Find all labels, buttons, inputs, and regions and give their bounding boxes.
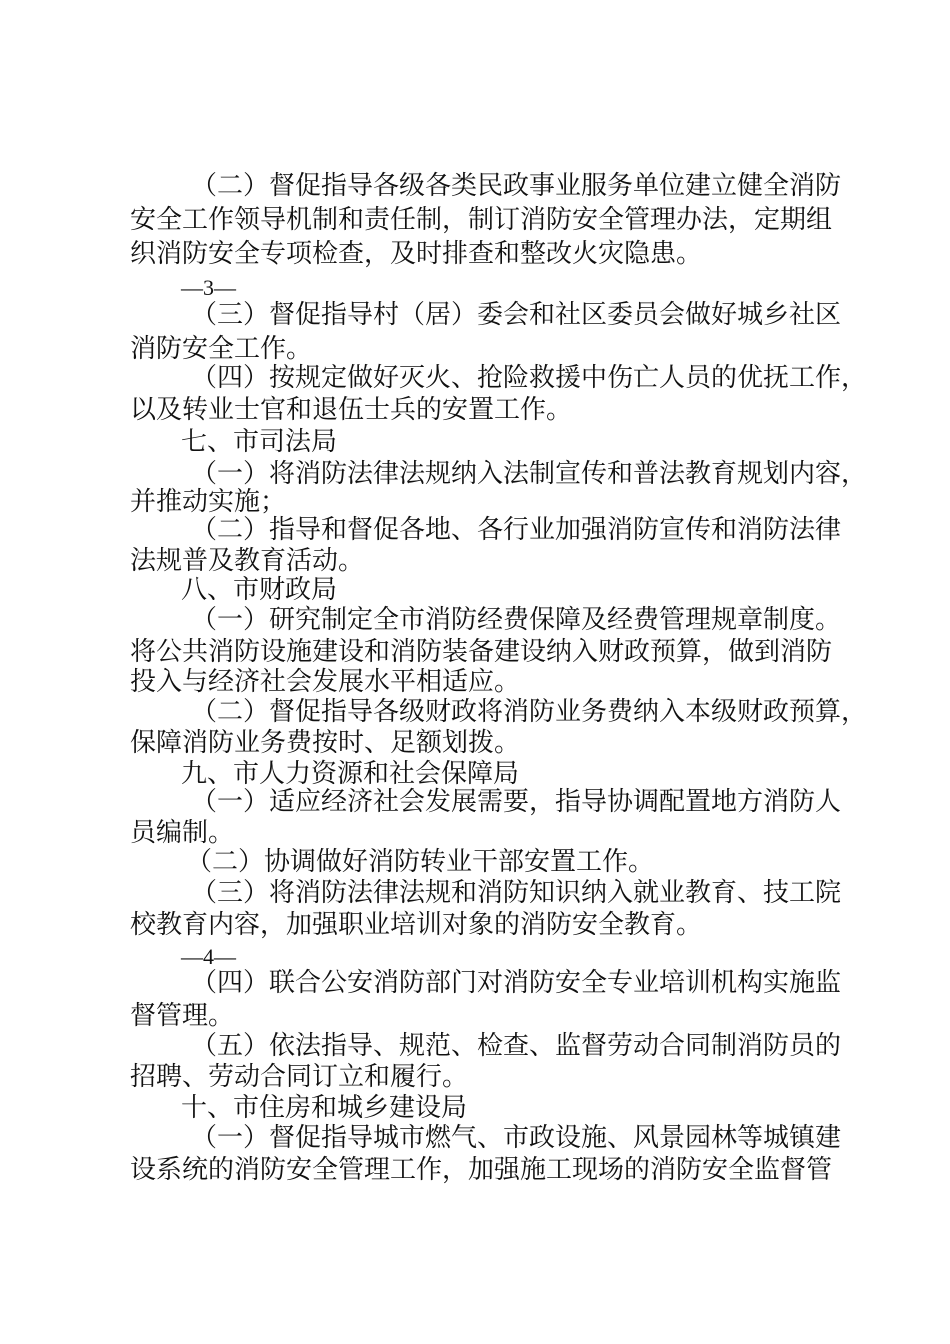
paragraph-line: 消防安全工作。 [130, 334, 313, 364]
paragraph-line: （一）适应经济社会发展需要，指导协调配置地方消防人 [191, 787, 842, 817]
section-heading: 八、市财政局 [181, 575, 338, 605]
paragraph-line: 督管理。 [130, 1001, 235, 1031]
page-number: —3— [181, 275, 236, 300]
paragraph-line: （一）督促指导城市燃气、市政设施、风景园林等城镇建 [191, 1123, 842, 1153]
paragraph-line: 法规普及教育活动。 [130, 546, 365, 576]
section-heading: 九、市人力资源和社会保障局 [181, 759, 520, 789]
paragraph-line: 以及转业士官和退伍士兵的安置工作。 [130, 395, 573, 425]
paragraph-line: 招聘、劳动合同订立和履行。 [130, 1062, 469, 1092]
paragraph-line: 员编制。 [130, 818, 235, 848]
paragraph-line: （四）按规定做好灭火、抢险救援中伤亡人员的优抚工作， [191, 363, 868, 393]
paragraph-line: 并推动实施； [130, 487, 287, 517]
paragraph-line: （二）督促指导各级财政将消防业务费纳入本级财政预算， [191, 697, 868, 727]
paragraph-line: 校教育内容，加强职业培训对象的消防安全教育。 [130, 910, 703, 940]
paragraph-line: （二）指导和督促各地、各行业加强消防宣传和消防法律 [191, 515, 842, 545]
paragraph-line: （三）将消防法律法规和消防知识纳入就业教育、技工院 [191, 878, 842, 908]
paragraph-line: （五）依法指导、规范、检查、监督劳动合同制消防员的 [191, 1031, 842, 1061]
paragraph-line: 织消防安全专项检查，及时排查和整改火灾隐患。 [130, 239, 703, 269]
paragraph-line: （四）联合公安消防部门对消防安全专业培训机构实施监 [191, 968, 842, 998]
paragraph-line: 将公共消防设施建设和消防装备建设纳入财政预算，做到消防 [130, 637, 833, 667]
paragraph-line: 设系统的消防安全管理工作，加强施工现场的消防安全监督管 [130, 1155, 833, 1185]
section-heading: 七、市司法局 [181, 427, 338, 457]
page-number: —4— [181, 944, 236, 969]
paragraph-line: 保障消防业务费按时、足额划拨。 [130, 728, 521, 758]
paragraph-line: （二）督促指导各级各类民政事业服务单位建立健全消防 [191, 171, 842, 201]
paragraph-line: （二）协调做好消防转业干部安置工作。 [186, 847, 655, 877]
section-heading: 十、市住房和城乡建设局 [181, 1093, 468, 1123]
paragraph-line: （三）督促指导村（居）委会和社区委员会做好城乡社区 [191, 300, 842, 330]
paragraph-line: 安全工作领导机制和责任制，制订消防安全管理办法，定期组 [130, 205, 833, 235]
paragraph-line: （一）将消防法律法规纳入法制宣传和普法教育规划内容， [191, 459, 868, 489]
paragraph-line: 投入与经济社会发展水平相适应。 [130, 667, 521, 697]
paragraph-line: （一）研究制定全市消防经费保障及经费管理规章制度。 [191, 605, 842, 635]
